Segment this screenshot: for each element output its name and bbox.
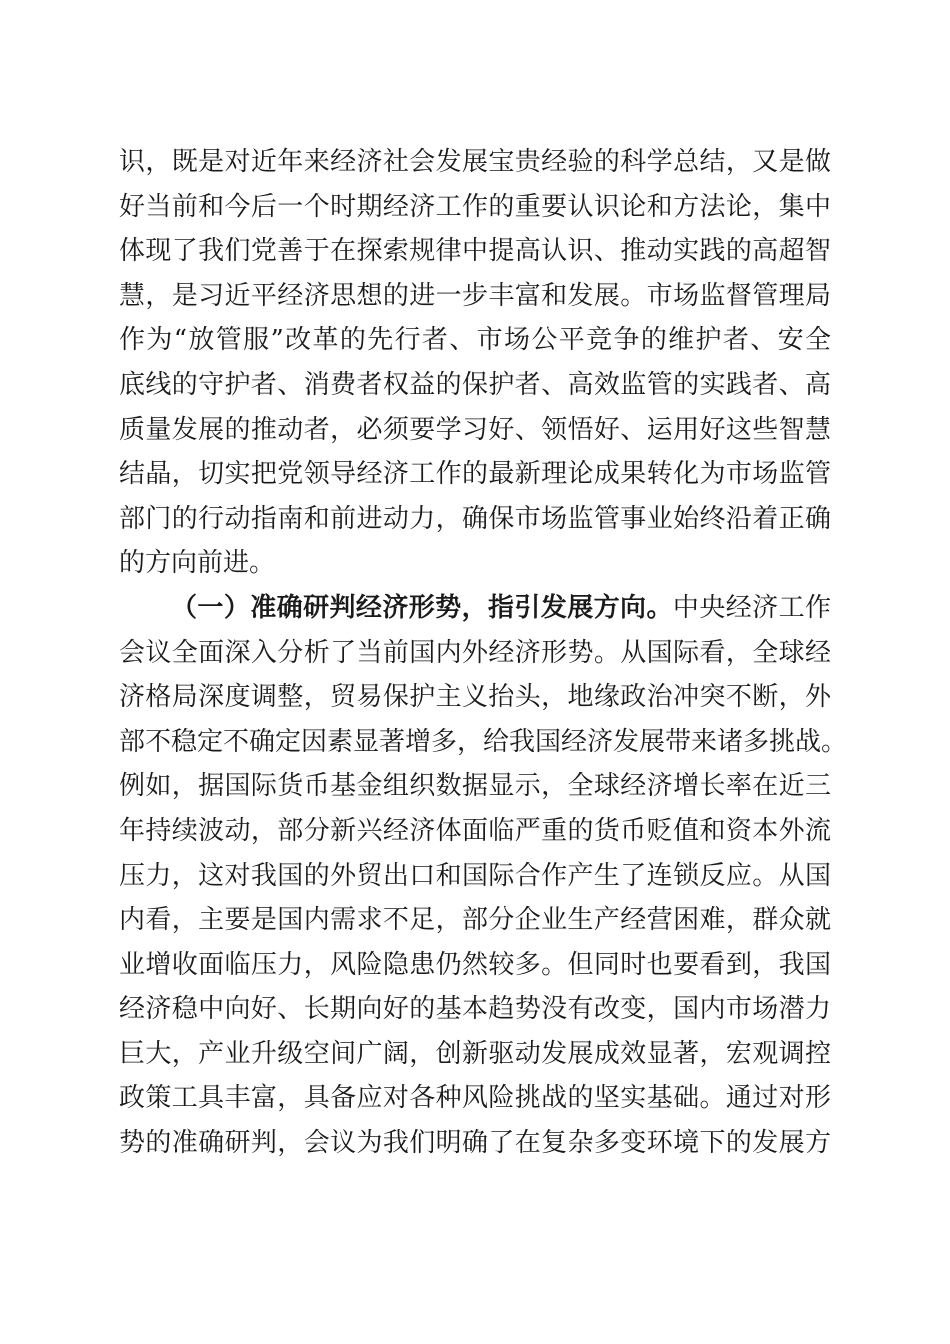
text-line: 压力，这对我国的外贸出口和国际合作产生了连锁反应。从国 bbox=[119, 860, 831, 891]
text-line: 会议全面深入分析了当前国内外经济形势。从国际看，全球经 bbox=[119, 637, 831, 668]
body-text bbox=[119, 140, 848, 1166]
text-line: 年持续波动，部分新兴经济体面临严重的货币贬值和资本外流 bbox=[119, 815, 831, 846]
text-line: 势的准确研判，会议为我们明确了在复杂多变环境下的发展方 bbox=[119, 1128, 831, 1159]
paragraph-2 bbox=[119, 586, 848, 1166]
text-line: 部门的行动指南和前进动力，确保市场监管事业始终沿着正确 bbox=[119, 503, 831, 534]
text-line: 慧，是习近平经济思想的进一步丰富和发展。市场监督管理局 bbox=[119, 280, 831, 311]
heading-continuation: 中央经济工作 bbox=[672, 592, 831, 623]
text-line: 好当前和今后一个时期经济工作的重要认识论和方法论，集中 bbox=[119, 191, 831, 222]
text-line: 作为“放管服”改革的先行者、市场公平竞争的维护者、安全 bbox=[119, 325, 831, 356]
text-line: 例如，据国际货币基金组织数据显示，全球经济增长率在近三 bbox=[119, 771, 831, 802]
text-line: 体现了我们党善于在探索规律中提高认识、推动实践的高超智 bbox=[119, 236, 831, 267]
paragraph-1 bbox=[119, 140, 831, 586]
section-heading: （一）准确研判经济形势，指引发展方向。 bbox=[171, 592, 673, 623]
text-line: 政策工具丰富，具备应对各种风险挑战的坚实基础。通过对形 bbox=[119, 1083, 831, 1114]
text-line: 内看，主要是国内需求不足，部分企业生产经营困难，群众就 bbox=[119, 905, 831, 936]
text-line: 济格局深度调整，贸易保护主义抬头，地缘政治冲突不断，外 bbox=[119, 682, 831, 713]
text-line: 部不稳定不确定因素显著增多，给我国经济发展带来诸多挑战。 bbox=[119, 726, 848, 757]
text-line: 质量发展的推动者，必须要学习好、领悟好、运用好这些智慧 bbox=[119, 414, 831, 445]
text-line: 结晶，切实把党领导经济工作的最新理论成果转化为市场监管 bbox=[119, 459, 831, 490]
paragraph-2-first-line bbox=[119, 586, 831, 631]
text-line: 巨大，产业升级空间广阔，创新驱动发展成效显著，宏观调控 bbox=[119, 1038, 831, 1069]
text-line: 的方向前进。 bbox=[119, 548, 276, 579]
text-line: 经济稳中向好、长期向好的基本趋势没有改变，国内市场潜力 bbox=[119, 994, 831, 1025]
text-line: 业增收面临压力，风险隐患仍然较多。但同时也要看到，我国 bbox=[119, 949, 831, 980]
text-line: 识，既是对近年来经济社会发展宝贵经验的科学总结，又是做 bbox=[119, 147, 831, 177]
text-line: 底线的守护者、消费者权益的保护者、高效监管的实践者、高 bbox=[119, 369, 831, 400]
